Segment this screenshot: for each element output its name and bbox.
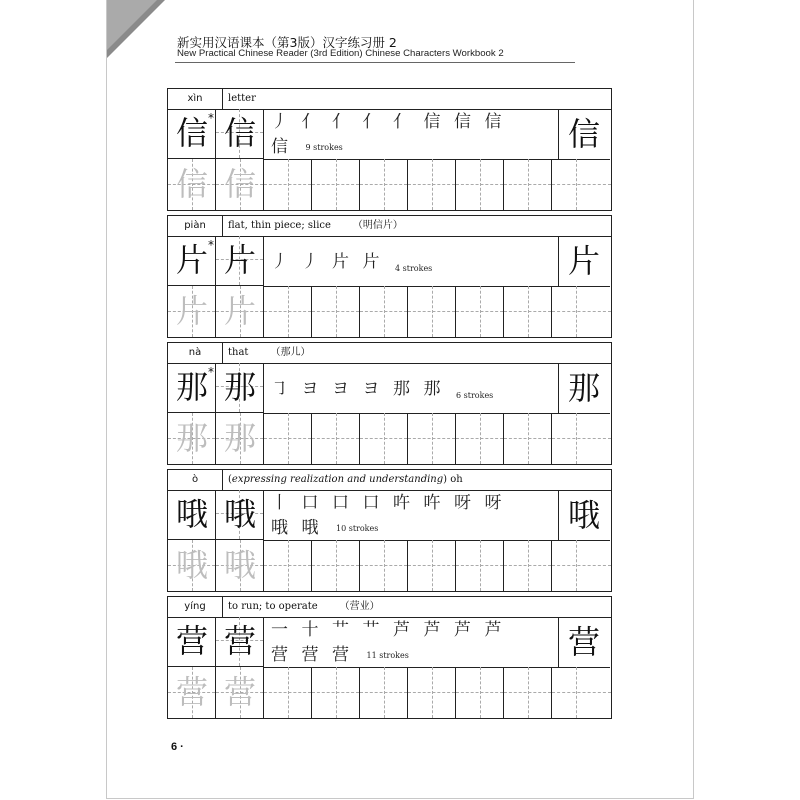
practice-cell[interactable]: [312, 540, 360, 591]
practice-cell[interactable]: [216, 413, 264, 464]
trace-character: 片: [175, 292, 208, 330]
practice-cell[interactable]: [168, 413, 216, 464]
copy-character: 片: [223, 241, 256, 279]
trace-character: 片: [223, 292, 256, 330]
guide-line: [336, 540, 337, 591]
trace-character: 哦: [223, 546, 256, 584]
trace-character-cell[interactable]: [216, 363, 264, 413]
entry-info-row: [168, 89, 611, 110]
practice-row: [168, 159, 611, 210]
example-word: （营业）: [339, 601, 380, 612]
pinyin-label: xìn: [168, 89, 223, 109]
model-character-cell: [168, 109, 216, 159]
practice-cell[interactable]: [264, 667, 312, 718]
character-block: [167, 596, 612, 719]
stroke-order-area: [264, 109, 559, 160]
copy-character: 信: [223, 114, 256, 152]
model-character: 营: [175, 622, 208, 660]
guide-line: [576, 159, 577, 210]
practice-cell[interactable]: [264, 159, 312, 210]
final-character-cell: [558, 363, 610, 414]
final-character: 那: [567, 369, 600, 407]
practice-cell[interactable]: [168, 667, 216, 718]
stroke-order-area: [264, 617, 559, 668]
stroke-order-area: [264, 490, 559, 541]
guide-line: [432, 159, 433, 210]
stroke-step: ヨ: [301, 379, 319, 399]
stroke-step: 那: [423, 379, 441, 399]
practice-cell[interactable]: [552, 413, 611, 464]
practice-cell[interactable]: [168, 286, 216, 337]
practice-cell[interactable]: [408, 540, 456, 591]
stroke-count: 11 strokes: [366, 651, 409, 660]
character-block: [167, 342, 612, 465]
asterisk-mark: *: [208, 365, 214, 379]
trace-character: 营: [175, 673, 208, 711]
meaning-main: (: [228, 474, 232, 485]
guide-line: [576, 667, 577, 718]
final-character-cell: [558, 236, 610, 287]
final-character-cell: [558, 617, 610, 668]
stroke-step: 哦: [271, 518, 288, 538]
example-word: （明信片）: [352, 220, 403, 231]
guide-line: [528, 413, 529, 464]
pinyin-label: piàn: [168, 216, 223, 236]
copy-character: 那: [223, 368, 256, 406]
guide-line: [288, 667, 289, 718]
corner-tab-inner: [107, 0, 157, 50]
practice-cell[interactable]: [504, 540, 552, 591]
practice-cell[interactable]: [360, 159, 408, 210]
stroke-step: 哦: [301, 518, 319, 538]
example-word: （那儿）: [270, 347, 311, 358]
guide-line: [480, 667, 481, 718]
stroke-step: 信: [271, 137, 288, 157]
character-block: [167, 88, 612, 211]
practice-cell[interactable]: [216, 286, 264, 337]
stroke-step: 艹: [332, 620, 349, 640]
pinyin-label: yíng: [168, 597, 223, 617]
pinyin-label: ò: [168, 470, 223, 490]
practice-cell[interactable]: [312, 413, 360, 464]
practice-cell[interactable]: [168, 159, 216, 210]
trace-character-cell[interactable]: [216, 109, 264, 159]
guide-line: [336, 159, 337, 210]
meaning-text: [228, 597, 380, 617]
workbook-page: [106, 0, 694, 799]
practice-cell[interactable]: [312, 286, 360, 337]
guide-line: [384, 286, 385, 337]
practice-cell[interactable]: [408, 159, 456, 210]
guide-line: [288, 540, 289, 591]
entry-info-row: [168, 216, 611, 237]
stroke-step: 片: [332, 252, 349, 272]
final-character: 营: [567, 623, 600, 661]
final-character-cell: [558, 109, 610, 160]
model-character-cell: [168, 490, 216, 540]
guide-line: [336, 413, 337, 464]
stroke-count: 10 strokes: [336, 524, 379, 533]
practice-cell[interactable]: [504, 413, 552, 464]
copy-character: 哦: [223, 495, 256, 533]
stroke-step: 亻: [332, 112, 349, 132]
meaning-main: flat, thin piece; slice: [228, 220, 331, 231]
guide-line: [480, 159, 481, 210]
practice-cell[interactable]: [360, 667, 408, 718]
practice-cell[interactable]: [552, 286, 611, 337]
practice-cell[interactable]: [504, 667, 552, 718]
guide-line: [432, 540, 433, 591]
entry-info-row: [168, 597, 611, 618]
guide-line: [336, 286, 337, 337]
practice-row: [168, 413, 611, 464]
practice-cell[interactable]: [312, 159, 360, 210]
practice-cell[interactable]: [216, 159, 264, 210]
practice-cell[interactable]: [552, 667, 611, 718]
stroke-step: 一: [271, 620, 288, 640]
guide-line: [528, 540, 529, 591]
stroke-step: 营: [332, 645, 349, 665]
practice-cell[interactable]: [504, 286, 552, 337]
asterisk-mark: *: [208, 111, 214, 125]
model-character: 片: [175, 241, 208, 279]
stroke-step: 呀: [454, 493, 471, 513]
stroke-step: 亻: [362, 112, 380, 132]
meaning-tail: ) oh: [443, 474, 463, 485]
practice-cell[interactable]: [360, 286, 408, 337]
trace-character: 哦: [175, 546, 208, 584]
guide-line: [528, 159, 529, 210]
stroke-step: ヨ: [332, 379, 349, 399]
guide-line: [288, 286, 289, 337]
stroke-step: 芦: [423, 620, 441, 640]
guide-line: [384, 159, 385, 210]
guide-line: [552, 692, 611, 693]
model-character: 那: [175, 368, 208, 406]
guide-line: [384, 540, 385, 591]
stroke-step: ㇆: [271, 379, 288, 399]
guide-line: [576, 540, 577, 591]
guide-line: [432, 667, 433, 718]
trace-character: 信: [175, 165, 208, 203]
practice-row: [168, 540, 611, 591]
character-block: [167, 469, 612, 592]
stroke-step: 亻: [301, 112, 319, 132]
final-character-cell: [558, 490, 610, 541]
meaning-italic: expressing realization and understanding: [231, 474, 444, 485]
model-character: 信: [175, 114, 208, 152]
stroke-step: 亻: [393, 112, 410, 132]
entry-info-row: [168, 470, 611, 491]
meaning-text: [228, 216, 403, 236]
copy-character: 营: [223, 622, 256, 660]
stroke-step: 丿: [271, 252, 288, 272]
entry-info-row: [168, 343, 611, 364]
practice-cell[interactable]: [360, 540, 408, 591]
meaning-main: to run; to operate: [228, 601, 318, 612]
final-character: 信: [567, 115, 600, 153]
model-character-cell: [168, 617, 216, 667]
trace-character-cell[interactable]: [216, 617, 264, 667]
guide-line: [288, 159, 289, 210]
stroke-step: 芦: [454, 620, 471, 640]
stroke-step: 信: [454, 112, 471, 132]
practice-cell[interactable]: [456, 286, 504, 337]
guide-line: [384, 413, 385, 464]
trace-character: 信: [223, 165, 256, 203]
practice-cell[interactable]: [264, 540, 312, 591]
guide-line: [528, 286, 529, 337]
meaning-text: [228, 343, 310, 363]
practice-cell[interactable]: [456, 667, 504, 718]
stroke-count: 4 strokes: [395, 264, 433, 273]
trace-character: 营: [223, 673, 256, 711]
practice-cell[interactable]: [408, 413, 456, 464]
pinyin-label: nà: [168, 343, 223, 363]
stroke-step: ヨ: [362, 379, 380, 399]
practice-cell[interactable]: [456, 159, 504, 210]
stroke-step: 信: [484, 112, 502, 132]
meaning-main: letter: [228, 93, 256, 104]
guide-line: [528, 667, 529, 718]
final-character: 片: [567, 242, 600, 280]
guide-line: [552, 438, 611, 439]
guide-line: [336, 667, 337, 718]
stroke-count: 9 strokes: [305, 143, 343, 152]
stroke-step: 片: [362, 252, 380, 272]
stroke-step: 那: [393, 379, 410, 399]
practice-cell[interactable]: [312, 667, 360, 718]
guide-line: [384, 667, 385, 718]
trace-character: 那: [175, 419, 208, 457]
practice-row: [168, 286, 611, 337]
guide-line: [480, 286, 481, 337]
stroke-step: 芦: [484, 620, 502, 640]
practice-cell[interactable]: [216, 540, 264, 591]
guide-line: [432, 413, 433, 464]
practice-cell[interactable]: [408, 286, 456, 337]
stroke-step: 艹: [362, 620, 380, 640]
guide-line: [576, 413, 577, 464]
trace-character: 那: [223, 419, 256, 457]
practice-cell[interactable]: [408, 667, 456, 718]
guide-line: [288, 413, 289, 464]
practice-cell[interactable]: [552, 159, 611, 210]
header-title-english: New Practical Chinese Reader (3rd Edition) Chinese Characters Workbook 2: [177, 48, 504, 59]
header-title-chinese: 新实用汉语课本（第3版）汉字练习册 2: [177, 35, 397, 50]
trace-character-cell[interactable]: [216, 490, 264, 540]
meaning-text: [228, 470, 485, 490]
stroke-count: 6 strokes: [456, 391, 494, 400]
meaning-main: that: [228, 347, 249, 358]
guide-line: [432, 286, 433, 337]
stroke-step: 丨: [271, 493, 288, 513]
practice-cell[interactable]: [168, 540, 216, 591]
model-character-cell: [168, 236, 216, 286]
stroke-order-area: [264, 363, 559, 414]
guide-line: [552, 184, 611, 185]
guide-line: [552, 311, 611, 312]
stroke-step: 营: [271, 645, 288, 665]
practice-cell[interactable]: [264, 286, 312, 337]
trace-character-cell[interactable]: [216, 236, 264, 286]
stroke-step: 信: [423, 112, 441, 132]
practice-cell[interactable]: [552, 540, 611, 591]
stroke-step: 芦: [393, 620, 410, 640]
stroke-step: 十: [301, 620, 319, 640]
model-character-cell: [168, 363, 216, 413]
model-character: 哦: [175, 495, 208, 533]
page-number: 6 ·: [171, 741, 184, 753]
meaning-text: [228, 89, 278, 109]
stroke-step: 吘: [423, 493, 441, 513]
practice-row: [168, 667, 611, 718]
practice-cell[interactable]: [456, 413, 504, 464]
practice-cell[interactable]: [216, 667, 264, 718]
guide-line: [552, 565, 611, 566]
header-rule: [175, 62, 575, 63]
practice-cell[interactable]: [456, 540, 504, 591]
stroke-step: 丿: [301, 252, 319, 272]
practice-cell[interactable]: [504, 159, 552, 210]
guide-line: [480, 540, 481, 591]
stroke-step: 呀: [484, 493, 502, 513]
practice-cell[interactable]: [360, 413, 408, 464]
stroke-step: 吘: [393, 493, 410, 513]
final-character: 哦: [567, 496, 600, 534]
practice-cell[interactable]: [264, 413, 312, 464]
stroke-order-area: [264, 236, 559, 287]
stroke-step: 口: [301, 493, 319, 513]
asterisk-mark: *: [208, 238, 214, 252]
character-block: [167, 215, 612, 338]
stroke-step: 口: [362, 493, 380, 513]
guide-line: [480, 413, 481, 464]
stroke-step: 丿: [271, 112, 288, 132]
stroke-step: 营: [301, 645, 319, 665]
stroke-step: 口: [332, 493, 349, 513]
guide-line: [576, 286, 577, 337]
